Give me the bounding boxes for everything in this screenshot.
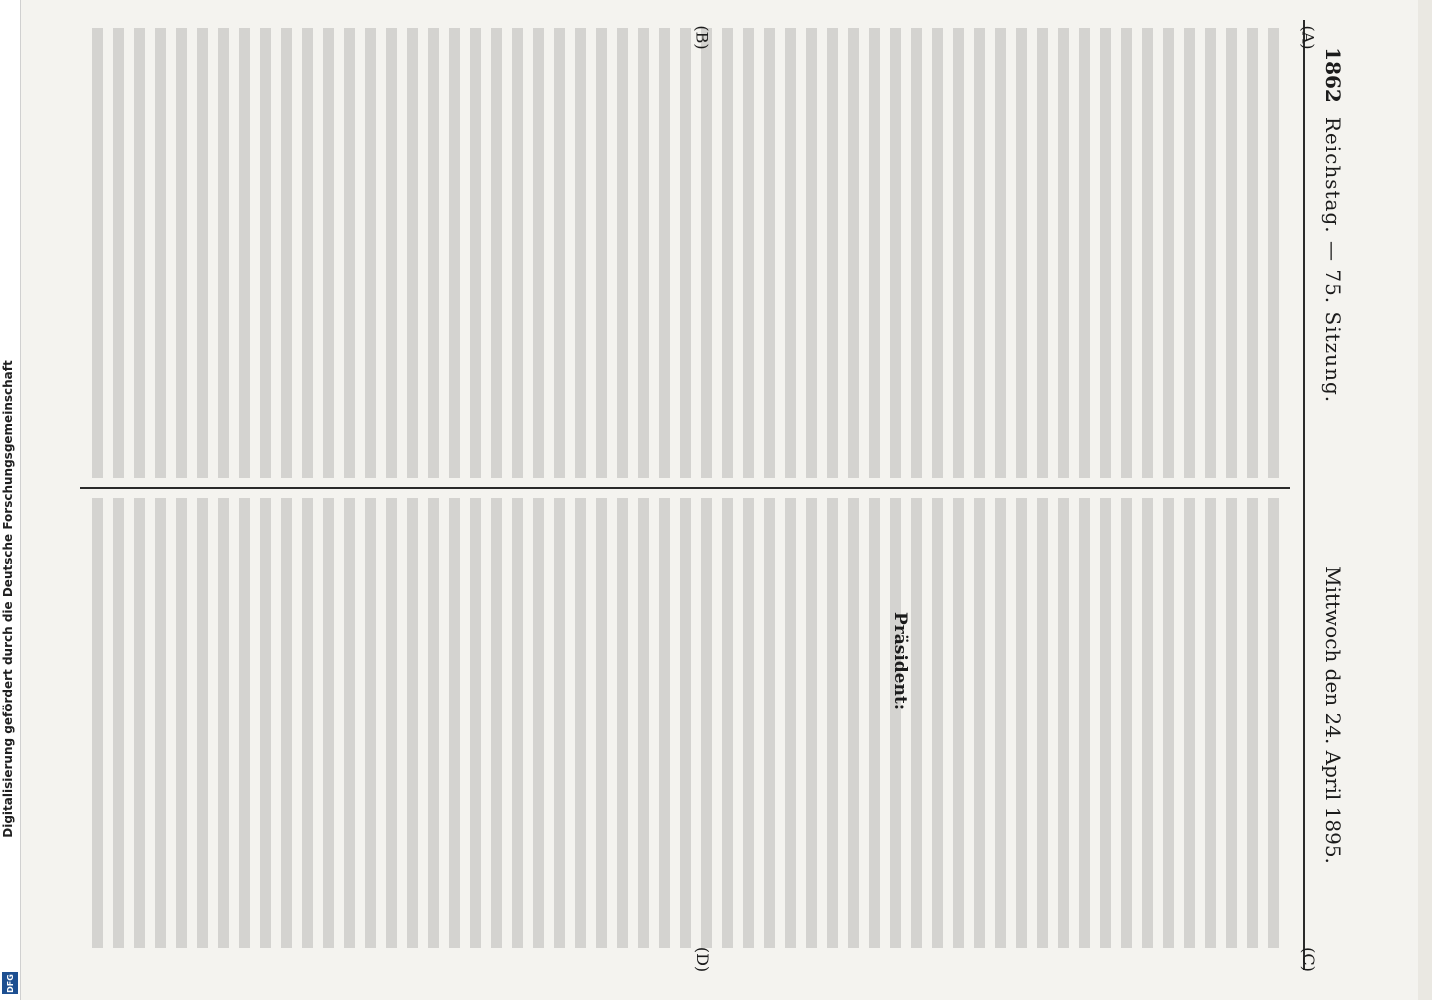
- margin-letter-b: (B): [692, 25, 712, 50]
- digitization-strip: [0, 0, 21, 1000]
- dfg-logo-icon: [2, 972, 18, 994]
- margin-letter-d: (D): [693, 946, 713, 973]
- page-edge: [1418, 0, 1432, 1000]
- column-divider: [80, 487, 1290, 489]
- dfg-logo-text: DFG: [5, 973, 15, 993]
- speaker-label: Präsident:: [890, 612, 910, 710]
- header-rule: [1303, 20, 1305, 970]
- margin-letter-a: (A): [1298, 25, 1318, 50]
- running-title: Reichstag. — 75. Sitzung.: [1321, 116, 1345, 404]
- right-column-text: [92, 498, 1287, 948]
- session-date: Mittwoch den 24. April 1895.: [1321, 566, 1345, 864]
- page-number: 1862: [1321, 47, 1345, 103]
- left-column-text: [92, 28, 1287, 478]
- margin-letter-c: (C): [1298, 947, 1318, 972]
- digitization-notice: Digitalisierung gefördert durch die Deutsche Forschungsgemeinschaft: [1, 360, 15, 838]
